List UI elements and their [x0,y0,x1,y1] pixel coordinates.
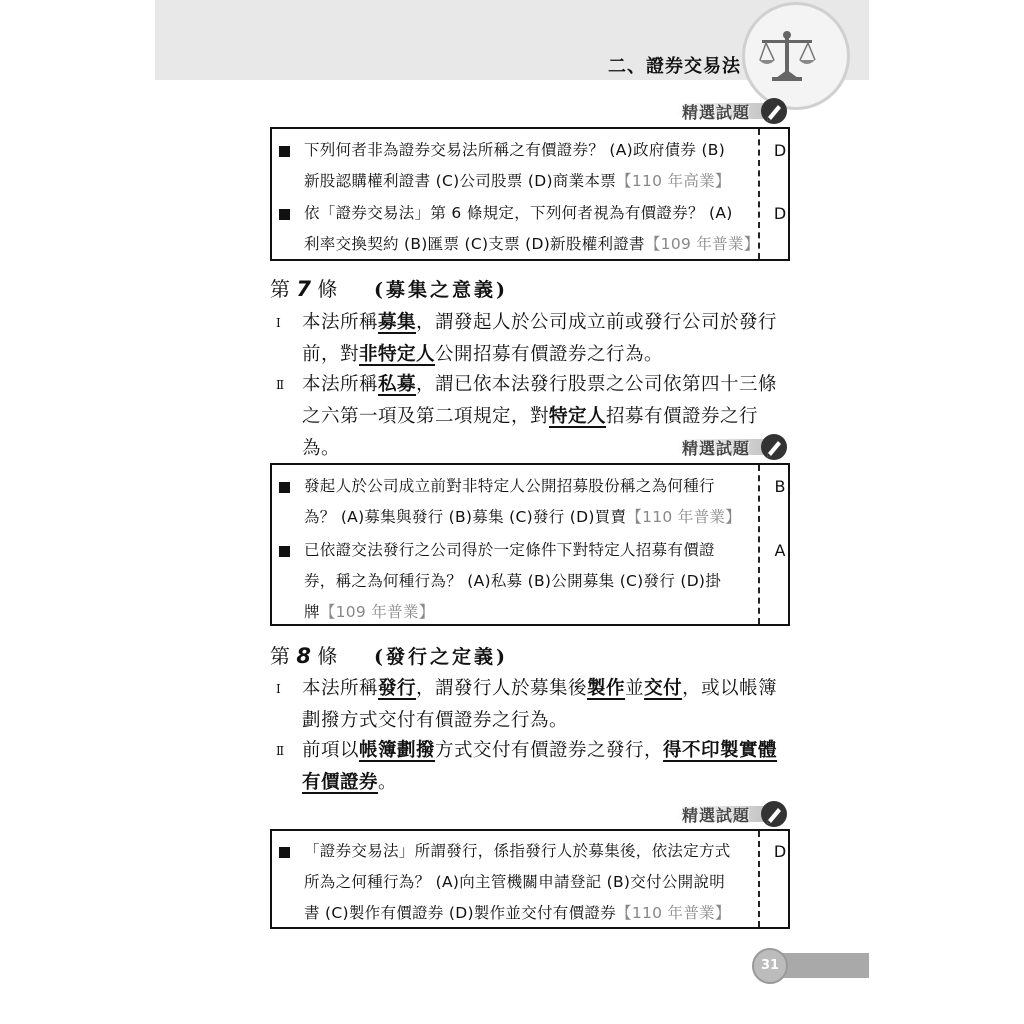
square-bullet-icon [279,546,290,557]
paragraph-text: 本法所稱私募，謂已依本法發行股票之公司依第四十三條之六第一項及第二項規定，對特定人招募有價證券之行為。 [302,374,778,459]
chapter-title: 二、證券交易法 [608,56,741,77]
paragraph-mark: Ⅱ [276,744,285,758]
paragraph-text: 本法所稱發行，謂發行人於募集後製作並交付，或以帳簿劃撥方式交付有價證券之行為。 [302,678,778,731]
selected-questions-tag [676,433,790,459]
answer-letter: B [774,477,786,496]
tag-label: 精選試題 [682,103,751,122]
article-number: 8 [296,644,311,668]
pencil-icon [760,433,788,461]
question-box-1 [270,127,790,261]
square-bullet-icon [279,209,290,220]
page-number: 31 [752,948,788,984]
pencil-icon [760,97,788,125]
article-subtitle: (募集之意義) [374,279,508,301]
selected-questions-tag [676,800,790,826]
tag-label: 精選試題 [682,439,751,458]
question-text: 依「證券交易法」第 6 條規定，下列何者視為有價證券？ (A) 利率交換契約 (B)匯票 (C)支票 (D)新股權利證書【109 年普業】 [304,204,760,253]
square-bullet-icon [279,482,290,493]
answer-letter: D [773,842,787,861]
paragraph-mark: Ⅰ [276,316,281,330]
pencil-icon [760,800,788,828]
answer-letter: D [773,204,787,223]
article-suffix: 條 [317,644,338,668]
answer-letter: A [774,541,786,560]
paragraph-mark: Ⅱ [276,378,285,392]
paragraph-text: 本法所稱募集，謂發起人於公司成立前或發行公司於發行前，對非特定人公開招募有價證券之行為。 [302,312,778,365]
square-bullet-icon [279,146,290,157]
article-prefix: 第 [270,644,290,668]
answer-letter: D [773,141,787,160]
paragraph-mark: Ⅰ [276,682,281,696]
question-box-2 [270,463,790,626]
square-bullet-icon [279,847,290,858]
tag-label: 精選試題 [682,806,751,825]
paragraph-text: 前項以帳簿劃撥方式交付有價證券之發行，得不印製實體有價證券。 [302,740,778,793]
scale-of-justice-icon [758,30,816,82]
article-heading [270,273,508,302]
article-prefix: 第 [270,277,290,301]
article-number: 7 [296,277,311,301]
question-text: 下列何者非為證券交易法所稱之有價證券？ (A)政府債券 (B) 新股認購權利證書 (C)公司股票 (D)商業本票【110 年高業】 [304,141,731,190]
question-text: 已依證交法發行之公司得於一定條件下對特定人招募有價證 券，稱之為何種行為？ (A)私募 (B)公開募集 (C)發行 (D)掛 牌【109 年普業】 [304,541,722,621]
article-suffix: 條 [317,277,338,301]
article-subtitle: (發行之定義) [374,646,508,668]
article-heading [270,640,508,669]
question-text: 「證券交易法」所謂發行，係指發行人於募集後，依法定方式 所為之何種行為？ (A)向主管機關申請登記 (B)交付公開說明 書 (C)製作有價證券 (D)製作並交付有價證券【110 年普業】 [304,842,731,922]
selected-questions-tag [676,97,790,123]
question-text: 發起人於公司成立前對非特定人公開招募股份稱之為何種行 為？ (A)募集與發行 (B)募集 (C)發行 (D)買賣【110 年普業】 [304,477,741,526]
question-box-3 [270,829,790,929]
